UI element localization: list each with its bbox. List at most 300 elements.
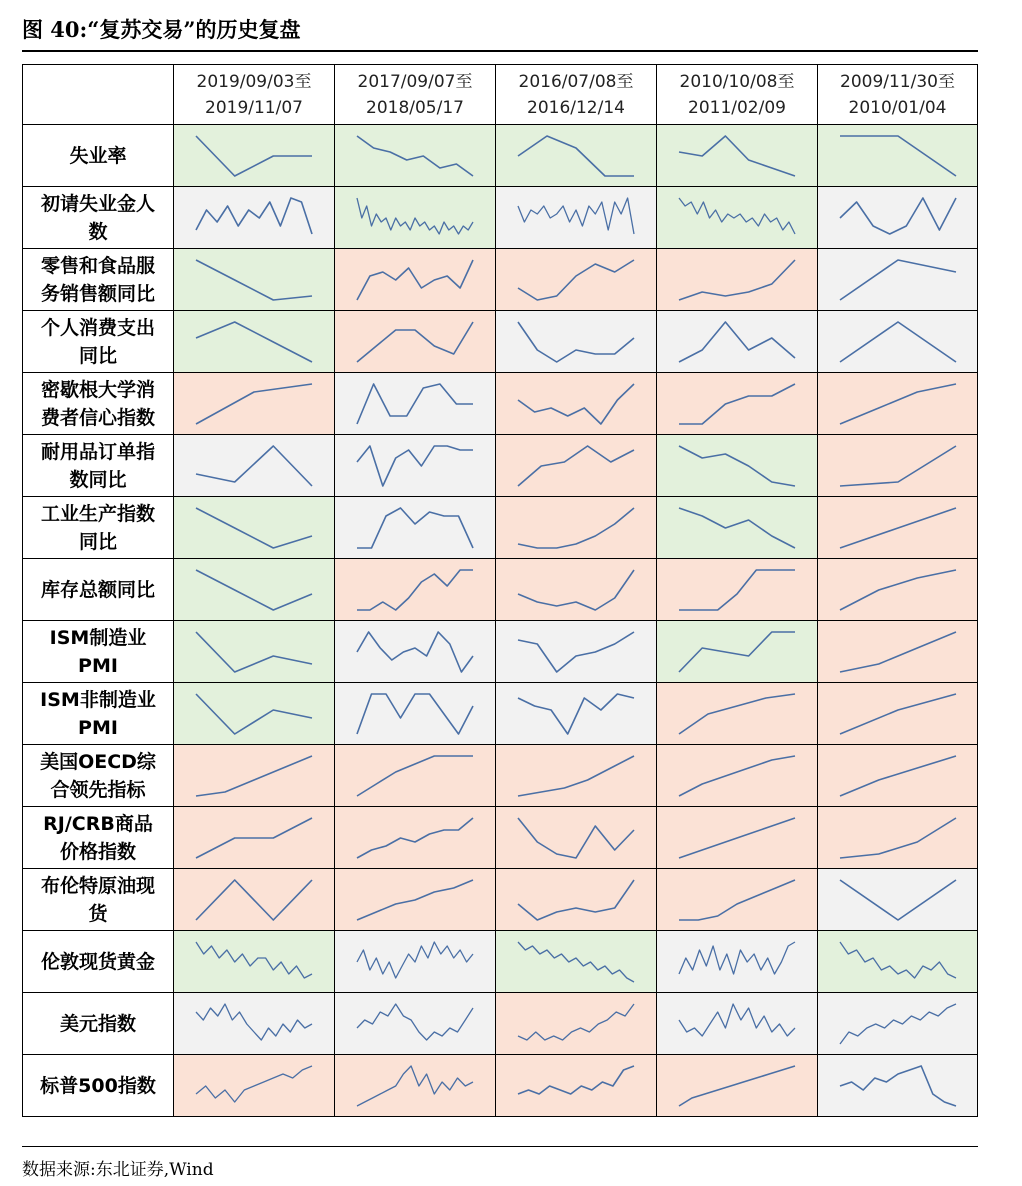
sparkline-cell bbox=[496, 559, 657, 621]
sparkline-path bbox=[196, 1004, 312, 1040]
sparkline bbox=[335, 560, 495, 620]
sparkline bbox=[174, 870, 334, 930]
sparkline-path bbox=[196, 756, 312, 796]
sparkline-path bbox=[840, 1004, 956, 1044]
sparkline bbox=[657, 126, 817, 186]
sparkline bbox=[335, 436, 495, 496]
sparkline-cell bbox=[496, 249, 657, 311]
indicator-row bbox=[23, 621, 978, 683]
sparkline-path bbox=[357, 1004, 473, 1040]
sparkline-path bbox=[840, 508, 956, 548]
sparkline-cell bbox=[496, 621, 657, 683]
sparkline-path bbox=[357, 260, 473, 300]
sparkline-path bbox=[196, 260, 312, 300]
period-header bbox=[657, 65, 818, 125]
sparkline-cell bbox=[818, 249, 978, 311]
sparkline-cell bbox=[174, 311, 335, 373]
sparkline-path bbox=[357, 446, 473, 486]
sparkline bbox=[657, 994, 817, 1054]
sparkline-cell bbox=[818, 807, 978, 869]
sparkline bbox=[657, 188, 817, 248]
sparkline bbox=[818, 374, 978, 434]
sparkline-cell bbox=[496, 311, 657, 373]
sparkline-cell bbox=[174, 249, 335, 311]
sparkline-cell bbox=[496, 125, 657, 187]
sparkline bbox=[335, 870, 495, 930]
sparkline bbox=[818, 126, 978, 186]
sparkline-cell bbox=[335, 745, 496, 807]
indicator-label-line: PMI bbox=[78, 716, 118, 739]
sparkline bbox=[174, 932, 334, 992]
sparkline-path bbox=[357, 136, 473, 176]
sparkline-cell bbox=[657, 807, 818, 869]
sparkline-path bbox=[357, 756, 473, 796]
sparkline-path bbox=[196, 384, 312, 424]
sparkline bbox=[335, 188, 495, 248]
sparkline-path bbox=[196, 1066, 312, 1102]
period-header bbox=[818, 65, 978, 125]
sparkline-cell bbox=[496, 497, 657, 559]
sparkline-cell bbox=[174, 807, 335, 869]
sparkline bbox=[174, 250, 334, 310]
indicator-row bbox=[23, 373, 978, 435]
indicator-label bbox=[23, 435, 174, 497]
sparkline bbox=[818, 746, 978, 806]
period-start: 2010/10/08至 bbox=[679, 71, 795, 92]
sparkline-path bbox=[840, 632, 956, 672]
sparkline-cell bbox=[657, 435, 818, 497]
indicator-label-line: 失业率 bbox=[69, 144, 127, 167]
sparkline-path bbox=[679, 632, 795, 672]
sparkline bbox=[335, 312, 495, 372]
sparkline bbox=[174, 312, 334, 372]
figure-title: 图 40:“复苏交易”的历史复盘 bbox=[22, 17, 301, 42]
sparkline bbox=[657, 498, 817, 558]
period-header bbox=[496, 65, 657, 125]
indicator-label bbox=[23, 125, 174, 187]
sparkline bbox=[818, 870, 978, 930]
sparkline-cell bbox=[818, 745, 978, 807]
sparkline bbox=[818, 250, 978, 310]
header-row bbox=[23, 65, 978, 125]
sparkline-cell bbox=[496, 869, 657, 931]
sparkline bbox=[335, 994, 495, 1054]
sparkline bbox=[657, 1056, 817, 1116]
sparkline-cell bbox=[174, 931, 335, 993]
sparkline bbox=[496, 622, 656, 682]
sparkline-path bbox=[679, 756, 795, 796]
sparkline-path bbox=[518, 136, 634, 176]
indicator-row bbox=[23, 435, 978, 497]
source-note: 数据来源:东北证券,Wind bbox=[22, 1160, 214, 1180]
sparkline-cell bbox=[174, 125, 335, 187]
sparkline-path bbox=[196, 632, 312, 672]
sparkline bbox=[657, 250, 817, 310]
sparkline-cell bbox=[335, 931, 496, 993]
sparkline bbox=[174, 746, 334, 806]
sparkline bbox=[496, 932, 656, 992]
sparkline-path bbox=[679, 322, 795, 362]
indicator-row bbox=[23, 249, 978, 311]
indicator-label-line: 标普500指数 bbox=[40, 1074, 156, 1097]
sparkline-cell bbox=[335, 621, 496, 683]
sparkline bbox=[496, 498, 656, 558]
sparkline-path bbox=[679, 384, 795, 424]
sparkline-cell bbox=[174, 497, 335, 559]
sparkline bbox=[818, 498, 978, 558]
sparkline-path bbox=[518, 942, 634, 982]
sparkline-path bbox=[679, 880, 795, 920]
sparkline-path bbox=[518, 1004, 634, 1040]
sparkline-path bbox=[196, 694, 312, 734]
sparkline bbox=[335, 746, 495, 806]
sparkline-path bbox=[518, 446, 634, 486]
sparkline bbox=[818, 1056, 978, 1116]
sparkline-path bbox=[679, 1066, 795, 1106]
sparkline-cell bbox=[657, 373, 818, 435]
sparkline-cell bbox=[335, 497, 496, 559]
sparkline-cell bbox=[657, 187, 818, 249]
indicator-label bbox=[23, 621, 174, 683]
sparkline bbox=[818, 684, 978, 744]
sparkline-path bbox=[679, 198, 795, 234]
indicator-row bbox=[23, 311, 978, 373]
period-end: 2016/12/14 bbox=[527, 97, 625, 118]
sparkline-path bbox=[679, 818, 795, 858]
indicator-row bbox=[23, 993, 978, 1055]
indicator-label-line: 务销售额同比 bbox=[40, 282, 155, 305]
sparkline-cell bbox=[496, 373, 657, 435]
sparkline-cell bbox=[335, 869, 496, 931]
period-header bbox=[174, 65, 335, 125]
sparkline bbox=[496, 126, 656, 186]
sparkline-cell bbox=[496, 931, 657, 993]
indicator-label-line: 数同比 bbox=[69, 468, 127, 491]
sparkline-cell bbox=[335, 559, 496, 621]
sparkline-cell bbox=[657, 931, 818, 993]
indicator-label-line: 价格指数 bbox=[59, 840, 136, 863]
indicator-label bbox=[23, 931, 174, 993]
sparkline-cell bbox=[657, 869, 818, 931]
sparkline-path bbox=[357, 1066, 473, 1106]
sparkline-path bbox=[840, 198, 956, 234]
grid-body bbox=[23, 125, 978, 1117]
sparkline-path bbox=[196, 136, 312, 176]
period-start: 2019/09/03至 bbox=[196, 71, 312, 92]
sparkline-path bbox=[357, 632, 473, 672]
sparkline bbox=[335, 684, 495, 744]
indicator-row bbox=[23, 559, 978, 621]
sparkline-cell bbox=[657, 621, 818, 683]
sparkline-path bbox=[357, 508, 473, 548]
sparkline-path bbox=[518, 384, 634, 424]
indicator-label-line: 工业生产指数 bbox=[40, 502, 155, 525]
sparkline bbox=[657, 374, 817, 434]
sparkline-path bbox=[196, 570, 312, 610]
sparkline-cell bbox=[174, 745, 335, 807]
sparkline-path bbox=[357, 198, 473, 234]
sparkline-cell bbox=[818, 1055, 978, 1117]
sparkline-path bbox=[357, 880, 473, 920]
indicator-label bbox=[23, 373, 174, 435]
sparkline-cell bbox=[657, 559, 818, 621]
sparkline-cell bbox=[174, 683, 335, 745]
indicator-row bbox=[23, 125, 978, 187]
indicator-row bbox=[23, 807, 978, 869]
source-rule bbox=[22, 1146, 978, 1147]
sparkline-cell bbox=[496, 683, 657, 745]
period-end: 2010/01/04 bbox=[848, 97, 947, 118]
sparkline-cell bbox=[496, 993, 657, 1055]
sparkline bbox=[496, 250, 656, 310]
sparkline-path bbox=[518, 818, 634, 858]
indicator-label-line: 初请失业金人 bbox=[40, 192, 155, 215]
sparkline-path bbox=[679, 446, 795, 486]
indicator-label bbox=[23, 249, 174, 311]
sparkline-path bbox=[840, 1066, 956, 1106]
sparkline-path bbox=[357, 694, 473, 734]
sparkline-path bbox=[196, 942, 312, 978]
period-start: 2017/09/07至 bbox=[357, 71, 473, 92]
sparkline bbox=[174, 436, 334, 496]
sparkline-cell bbox=[174, 435, 335, 497]
sparkline-cell bbox=[818, 559, 978, 621]
indicator-row bbox=[23, 869, 978, 931]
sparkline-path bbox=[196, 322, 312, 362]
sparkline-cell bbox=[818, 931, 978, 993]
sparkline-path bbox=[679, 136, 795, 176]
sparkline-path bbox=[679, 942, 795, 974]
indicator-row bbox=[23, 497, 978, 559]
sparkline-cell bbox=[335, 187, 496, 249]
sparkline bbox=[174, 126, 334, 186]
sparkline-path bbox=[518, 1066, 634, 1094]
sparkline bbox=[818, 436, 978, 496]
indicator-label-line: 货 bbox=[88, 902, 108, 925]
indicator-label-line: 布伦特原油现 bbox=[40, 874, 155, 897]
indicator-row bbox=[23, 683, 978, 745]
indicator-label-line: 伦敦现货黄金 bbox=[40, 950, 155, 973]
sparkline-path bbox=[679, 694, 795, 734]
sparkline-cell bbox=[335, 683, 496, 745]
period-end: 2011/02/09 bbox=[688, 97, 786, 118]
indicator-label-line: 密歇根大学消 bbox=[40, 378, 155, 401]
sparkline-cell bbox=[818, 187, 978, 249]
sparkline bbox=[818, 312, 978, 372]
sparkline bbox=[657, 436, 817, 496]
sparkline bbox=[818, 808, 978, 868]
sparkline-cell bbox=[496, 745, 657, 807]
indicator-row bbox=[23, 931, 978, 993]
sparkline-path bbox=[196, 818, 312, 858]
indicator-label-line: 费者信心指数 bbox=[40, 406, 155, 429]
sparkline bbox=[657, 622, 817, 682]
sparkline-path bbox=[840, 384, 956, 424]
sparkline-path bbox=[518, 632, 634, 672]
indicator-row bbox=[23, 1055, 978, 1117]
sparkline-cell bbox=[657, 745, 818, 807]
corner-cell bbox=[23, 65, 174, 125]
sparkline bbox=[496, 312, 656, 372]
indicator-label-line: ISM制造业 bbox=[49, 626, 147, 649]
sparkline-cell bbox=[657, 1055, 818, 1117]
sparkline-path bbox=[840, 260, 956, 300]
sparkline-cell bbox=[335, 993, 496, 1055]
sparkline-cell bbox=[335, 249, 496, 311]
indicator-label bbox=[23, 869, 174, 931]
sparkline-cell bbox=[174, 869, 335, 931]
sparkline-path bbox=[518, 260, 634, 300]
sparkline-cell bbox=[818, 993, 978, 1055]
indicator-label bbox=[23, 559, 174, 621]
sparkline bbox=[174, 684, 334, 744]
indicator-row bbox=[23, 187, 978, 249]
sparkline bbox=[496, 808, 656, 868]
sparkline-path bbox=[357, 322, 473, 362]
sparkline-cell bbox=[657, 497, 818, 559]
sparkline-path bbox=[518, 508, 634, 548]
sparkline bbox=[496, 436, 656, 496]
sparkline-cell bbox=[335, 807, 496, 869]
indicator-label bbox=[23, 993, 174, 1055]
sparkline-path bbox=[518, 694, 634, 734]
sparkline-cell bbox=[335, 373, 496, 435]
indicator-label-line: RJ/CRB商品 bbox=[43, 812, 153, 835]
sparkline-path bbox=[196, 446, 312, 486]
sparkline-path bbox=[357, 384, 473, 424]
sparkline bbox=[657, 932, 817, 992]
sparkline-path bbox=[357, 942, 473, 978]
sparkline bbox=[657, 870, 817, 930]
sparkline-cell bbox=[818, 683, 978, 745]
sparkline bbox=[657, 560, 817, 620]
sparkline-path bbox=[840, 818, 956, 858]
sparkline bbox=[335, 250, 495, 310]
indicator-label-line: ISM非制造业 bbox=[40, 688, 156, 711]
sparkline-cell bbox=[335, 1055, 496, 1117]
indicator-label-line: 美国OECD综 bbox=[40, 750, 156, 773]
sparkline bbox=[335, 1056, 495, 1116]
indicator-label bbox=[23, 311, 174, 373]
indicator-label-line: 同比 bbox=[78, 344, 117, 367]
sparkline-path bbox=[196, 880, 312, 920]
sparkline-cell bbox=[818, 125, 978, 187]
sparkline bbox=[657, 746, 817, 806]
sparkline bbox=[657, 312, 817, 372]
sparkline-cell bbox=[496, 807, 657, 869]
sparkline bbox=[174, 498, 334, 558]
sparkline bbox=[174, 808, 334, 868]
sparkline bbox=[496, 746, 656, 806]
sparkline-path bbox=[840, 570, 956, 610]
sparkline bbox=[335, 126, 495, 186]
sparkline-path bbox=[840, 136, 956, 176]
sparkline-path bbox=[840, 756, 956, 796]
sparkline-cell bbox=[335, 311, 496, 373]
sparkline bbox=[496, 684, 656, 744]
sparkline-path bbox=[518, 322, 634, 362]
sparkline-path bbox=[518, 198, 634, 234]
sparkline-path bbox=[518, 880, 634, 920]
sparkline-cell bbox=[818, 869, 978, 931]
indicator-label bbox=[23, 497, 174, 559]
period-end: 2019/11/07 bbox=[205, 97, 303, 118]
sparkline-path bbox=[679, 570, 795, 610]
indicator-label bbox=[23, 745, 174, 807]
sparkline bbox=[335, 808, 495, 868]
indicator-label bbox=[23, 807, 174, 869]
indicator-label-line: 零售和食品服 bbox=[40, 254, 155, 277]
sparkline-path bbox=[357, 570, 473, 610]
sparkline-path bbox=[196, 508, 312, 548]
sparkline-cell bbox=[496, 435, 657, 497]
sparkline-path bbox=[840, 446, 956, 486]
sparkline-cell bbox=[657, 125, 818, 187]
sparkline-cell bbox=[496, 1055, 657, 1117]
sparkline-path bbox=[679, 260, 795, 300]
sparkline-cell bbox=[174, 1055, 335, 1117]
sparkline bbox=[335, 498, 495, 558]
sparkline bbox=[174, 994, 334, 1054]
indicator-label-line: 美元指数 bbox=[59, 1012, 136, 1035]
sparkline bbox=[174, 560, 334, 620]
sparkline-path bbox=[518, 756, 634, 796]
sparkline-cell bbox=[174, 621, 335, 683]
sparkline-path bbox=[357, 818, 473, 858]
sparkline bbox=[496, 188, 656, 248]
indicator-label-line: 耐用品订单指 bbox=[40, 440, 155, 463]
sparkline bbox=[174, 622, 334, 682]
sparkline bbox=[335, 374, 495, 434]
sparkline-path bbox=[196, 198, 312, 234]
sparkline bbox=[657, 808, 817, 868]
sparkline-cell bbox=[818, 435, 978, 497]
sparkline bbox=[496, 374, 656, 434]
sparkline bbox=[496, 560, 656, 620]
indicator-label bbox=[23, 187, 174, 249]
sparkline bbox=[818, 622, 978, 682]
sparkline-cell bbox=[335, 435, 496, 497]
sparkline-cell bbox=[818, 497, 978, 559]
sparkline bbox=[335, 622, 495, 682]
period-start: 2016/07/08至 bbox=[518, 71, 634, 92]
sparkline-cell bbox=[335, 125, 496, 187]
sparkline-cell bbox=[496, 187, 657, 249]
sparkline bbox=[496, 870, 656, 930]
sparkline-cell bbox=[657, 993, 818, 1055]
sparkline bbox=[818, 932, 978, 992]
title-rule bbox=[22, 50, 978, 52]
sparkline bbox=[818, 994, 978, 1054]
sparkline-cell bbox=[174, 373, 335, 435]
sparkline-path bbox=[679, 1004, 795, 1036]
sparkline bbox=[657, 684, 817, 744]
sparkline-path bbox=[840, 942, 956, 978]
indicator-label-line: 数 bbox=[88, 220, 108, 243]
indicator-label-line: 同比 bbox=[78, 530, 117, 553]
indicator-label bbox=[23, 1055, 174, 1117]
sparkline-cell bbox=[818, 621, 978, 683]
period-header bbox=[335, 65, 496, 125]
sparkline bbox=[174, 1056, 334, 1116]
sparkline bbox=[496, 994, 656, 1054]
indicator-label-line: 合领先指标 bbox=[50, 778, 146, 801]
sparkline-cell bbox=[174, 993, 335, 1055]
sparkline-cell bbox=[657, 683, 818, 745]
indicator-label-line: PMI bbox=[78, 654, 118, 677]
sparkline bbox=[174, 374, 334, 434]
indicator-label-line: 库存总额同比 bbox=[40, 578, 155, 601]
